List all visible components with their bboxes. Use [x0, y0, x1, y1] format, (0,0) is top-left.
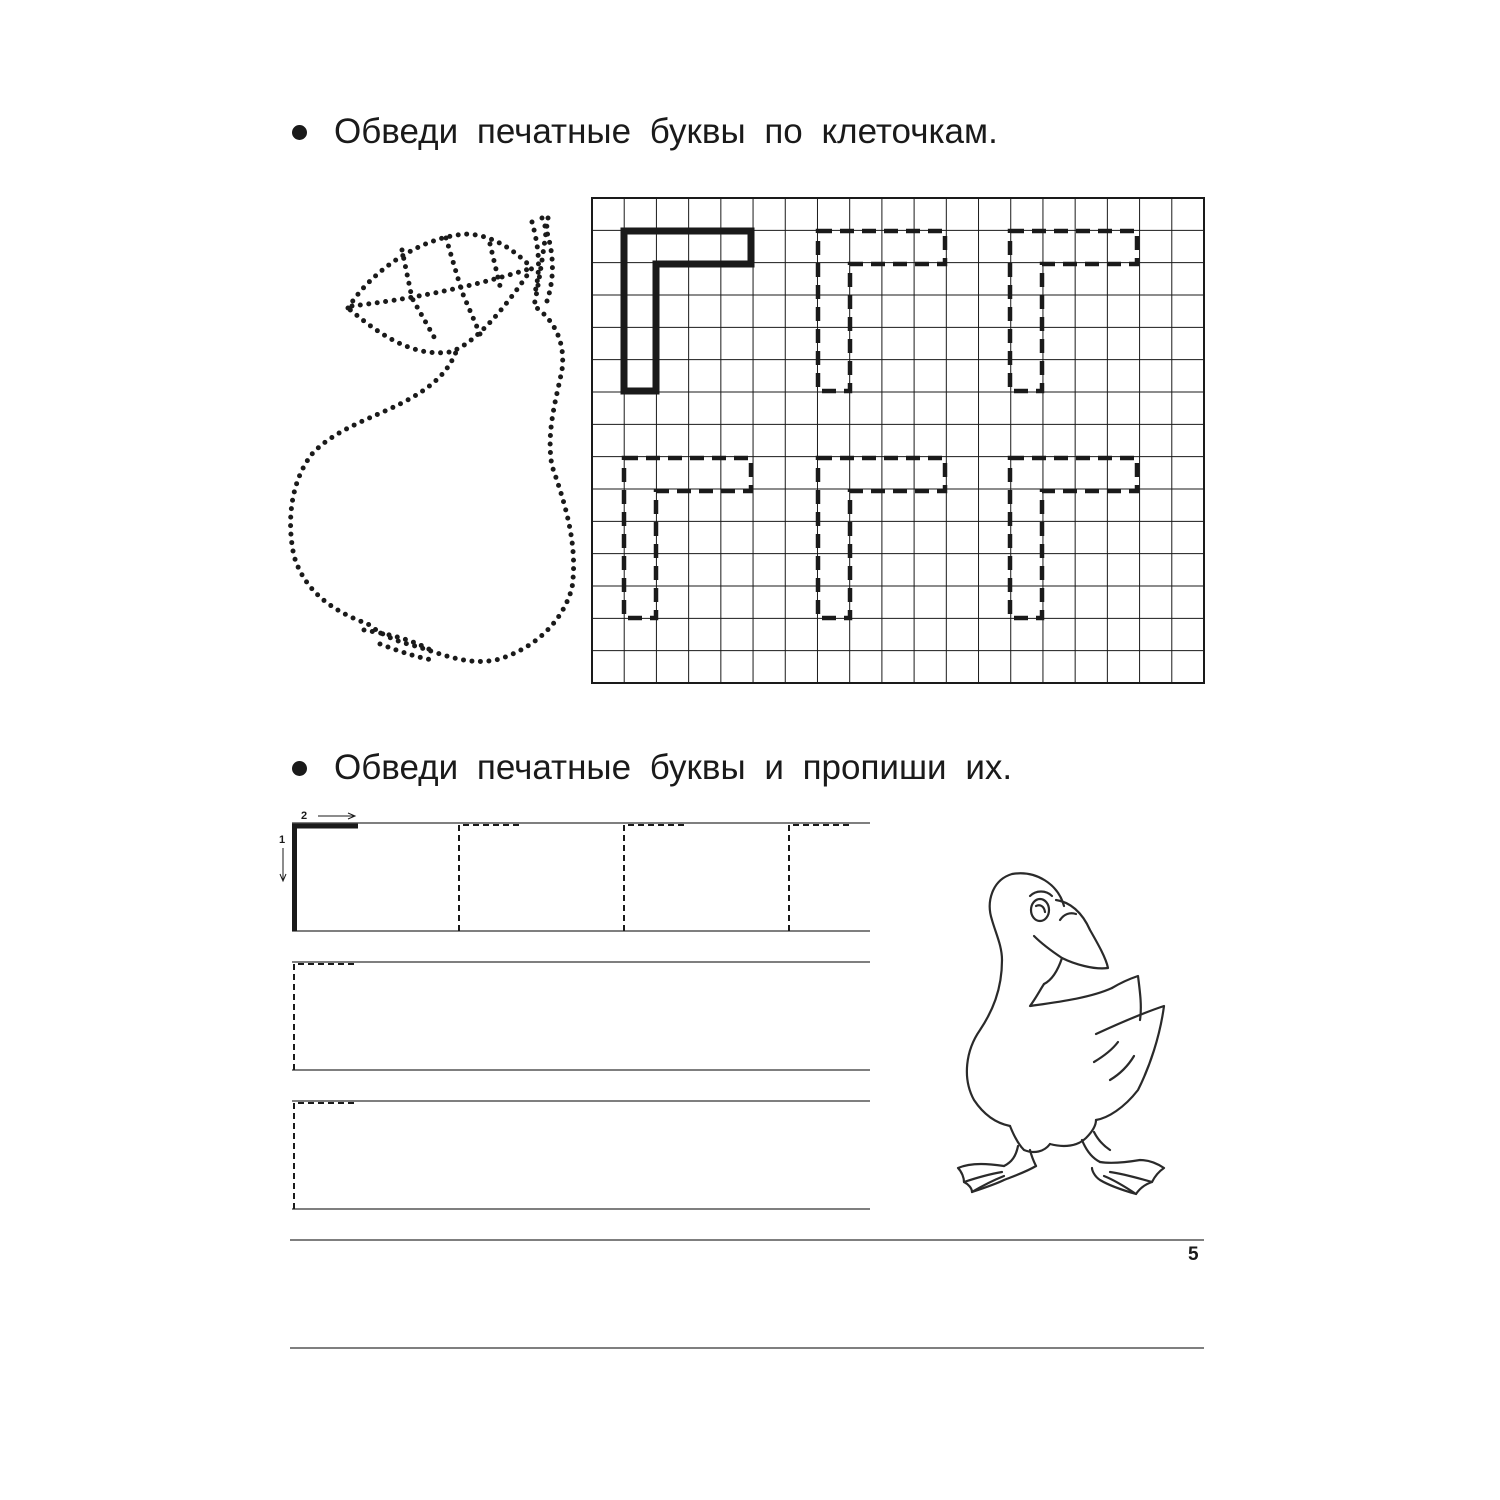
arrow-right-icon: [318, 813, 355, 819]
grid-letter-dashed-trace: [1010, 458, 1137, 618]
grid-border: [592, 198, 1204, 683]
instruction-trace-grid-text: Обведи печатные буквы по клеточкам.: [334, 112, 998, 151]
writing-letter-dashed-trace: [294, 964, 357, 1070]
writing-letter-dashed-trace: [789, 825, 852, 931]
goose-coloring-picture: [958, 873, 1164, 1194]
pear-outline-dotted-picture: [291, 218, 574, 661]
stroke-number-2: 2: [301, 810, 308, 822]
writing-letter-dashed-trace: [294, 1103, 357, 1209]
instruction-trace-write-text: Обведи печатные буквы и пропиши их.: [334, 748, 1013, 787]
writing-letter-solid-example: [295, 826, 359, 931]
grid-letter-dashed-trace: [1010, 231, 1137, 391]
stroke-order-hint: [279, 810, 355, 881]
writing-letter-dashed-trace: [624, 825, 687, 931]
page-number: 5: [1188, 1244, 1199, 1265]
letter-grid: [592, 198, 1204, 683]
writing-lines: [290, 823, 1204, 1348]
arrow-down-icon: [280, 848, 286, 881]
grid-letter-solid-example: [624, 231, 751, 391]
writing-letter-dashed-trace: [459, 825, 522, 931]
stroke-number-1: 1: [279, 834, 286, 846]
grid-letter-dashed-trace: [624, 458, 751, 618]
